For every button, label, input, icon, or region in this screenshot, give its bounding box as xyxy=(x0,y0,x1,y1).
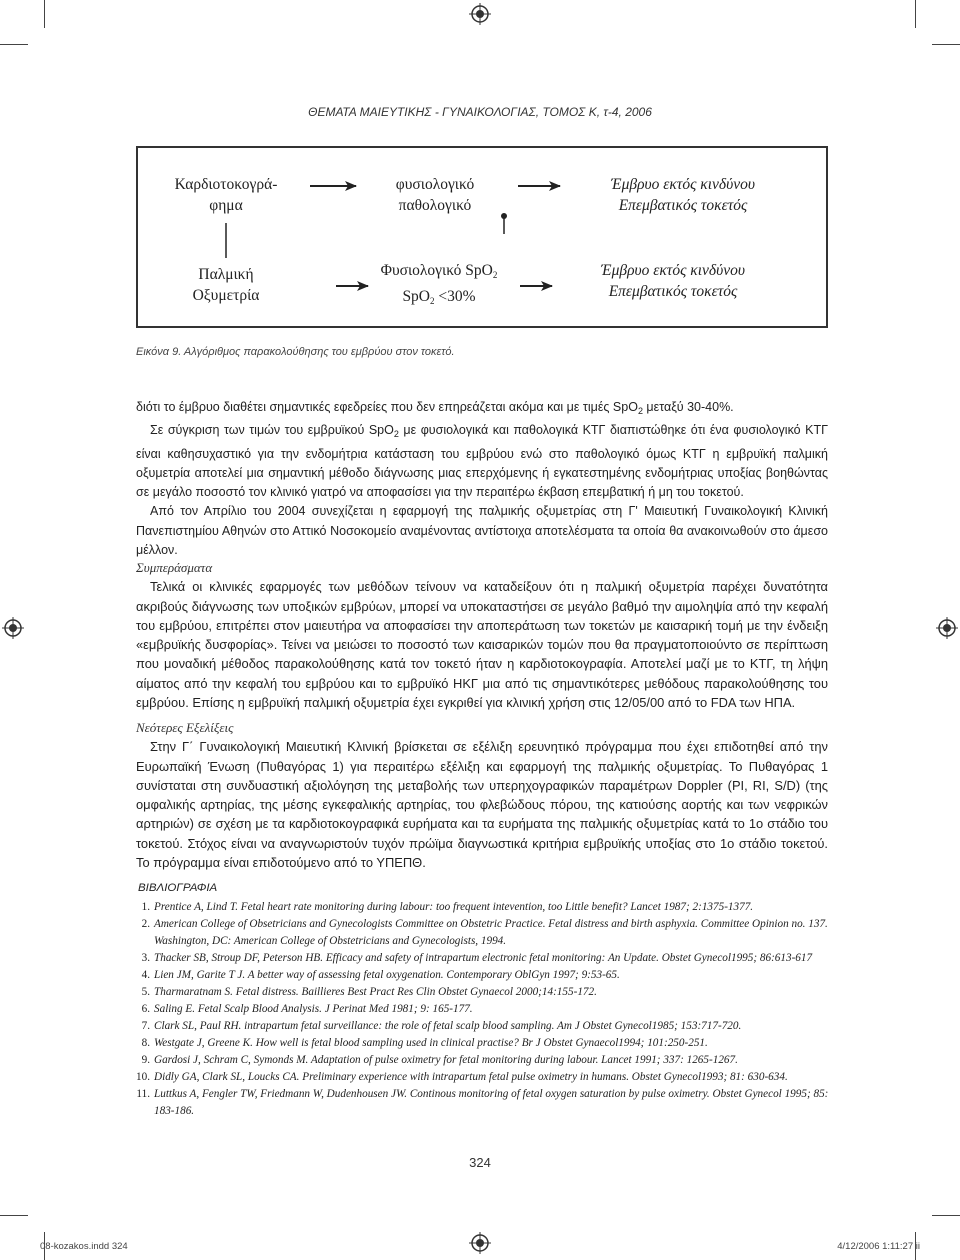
reference-number: 8. xyxy=(141,1037,150,1049)
reference-text: American College of Obsetricians and Gynecologists Committee on Obstetric Practice. Fetal distress and birth asphyxia. Committee Opinion no. 137. Washington, DC: American College of Obstetricians and Gynecologists, 1994. xyxy=(154,918,828,947)
crop-mark xyxy=(0,44,28,45)
figure-caption: Εικόνα 9. Αλγόριθμος παρακολούθησης του εμβρύου στον τοκετό. xyxy=(136,346,455,358)
reference-number: 4. xyxy=(141,969,150,981)
reference-number: 10. xyxy=(136,1071,150,1083)
references-list xyxy=(132,899,832,1120)
reference-text: Westgate J, Greene K. How well is fetal blood sampling used in clinical practise? Br J Obstet Gynaecol1994; 101:250-251. xyxy=(154,1037,708,1049)
reference-item xyxy=(132,899,832,916)
reference-number: 2. xyxy=(141,918,150,930)
node-spo2-values: Φυσιολογικό SpO$_2$ SpO$_2$ <30% xyxy=(380,262,498,306)
registration-mark-icon xyxy=(936,617,958,639)
section-heading: Συμπεράσματα xyxy=(136,560,213,575)
algorithm-diagram xyxy=(136,146,828,328)
crop-mark xyxy=(932,44,960,45)
conclusions-section xyxy=(136,558,828,712)
running-header: ΘΕΜΑΤΑ ΜΑΙΕΥΤΙΚΗΣ - ΓΥΝΑΙΚΟΛΟΓΙΑΣ, ΤΟΜΟΣ Κ, τ-4, 2006 xyxy=(308,105,652,119)
node-cardiotocography: Καρδιοτοκογρά- φημα xyxy=(174,176,278,214)
reference-text: Prentice A, Lind T. Fetal heart rate monitoring during labour: too frequent intevention, too Little benefit? Lancet 1987; 2:1375-1377. xyxy=(154,901,754,913)
reference-number: 11. xyxy=(136,1088,150,1100)
paragraph: Σε σύγκριση των τιμών του εμβρυϊκού SpO$_2$ με φυσιολογικά και παθολογικά ΚΤΓ διαπιστώθηκε ότι ένα φυσιολογικό ΚΤΓ είναι καθησυχαστικό για την ενδομήτρια κατάσταση του εμβρύου ενώ στο παθολογικό όμως ΚΤΓ η εμβρυϊκή παλμική οξυμετρία αποτελεί μια σημαντική μέθοδο διάγνωσης μιας επερχόμενης ή εγκατεστημένης ενδομήτριας υποξίας βοηθώντας σε μεγάλο ποσοστό τον κλινικό γιατρό να αποφασίσει για την περαιτέρω έκβαση επεμβατική ή μη του τοκετού. xyxy=(136,423,829,500)
slug-right: 4/12/2006 1:11:27 ii xyxy=(837,1241,920,1252)
reference-item xyxy=(132,1052,832,1069)
node-pulse-oximetry: Παλμική Οξυμετρία xyxy=(192,266,260,304)
reference-text: Saling E. Fetal Scalp Blood Analysis. J Perinat Med 1981; 9: 165-177. xyxy=(154,1003,473,1015)
reference-number: 7. xyxy=(141,1020,150,1032)
reference-number: 9. xyxy=(141,1054,150,1066)
reference-number: 6. xyxy=(141,1003,150,1015)
reference-item xyxy=(132,1086,832,1120)
crop-mark xyxy=(932,1215,960,1216)
reference-text: Tharmaratnam S. Fetal distress. Baillieres Best Pract Res Clin Obstet Gynaecol 2000;14:155-172. xyxy=(154,986,597,998)
paragraph: Τελικά οι κλινικές εφαρμογές των μεθόδων τείνουν να καταδείξουν ότι η παλμική οξυμετρία παρέχει δυνατότητα ακριβούς διάγνωσης των υποξικών εμβρύων, μπορεί να υποκαταστήσει σε μεγάλο βαθμό την αιμοληψία από την κεφαλή του εμβρύου, επιτρέπει στον μαιευτήρα να αποφασίσει την αποπεράτωση των τοκετών με καισαρική τομή με την ένδειξη «εμβρυϊκής δυσφορίας». Τείνει να μειώσει το ποσοστό των καισαρικών τομών που θα πραγματοποιούντο σε περίπτωση που μοναδική μέθοδος παρακολούθησης κατά τον τοκετό ήταν η καρδιοτοκογραφία. Αποτελεί μαζί με το ΚΤΓ, τη λήψη αίματος από την κεφαλή του εμβρύου και το εμβρυϊκό ΗΚΓ μια από τις σημαντικότερες μεθόδους παρακολούθησης του εμβρύου. Επίσης η εμβρυϊκή παλμική οξυμετρία έχει εγκριθεί για κλινική χρήση στις 12/05/00 από το FDA των ΗΠΑ. xyxy=(136,579,828,711)
slug-left: 08-kozakos.indd 324 xyxy=(40,1241,128,1252)
reference-text: Gardosi J, Schram C, Symonds M. Adaptation of pulse oximetry for fetal monitoring during labour. Lancet 1991; 337: 1265-1267. xyxy=(154,1054,738,1066)
reference-text: Didly GA, Clark SL, Loucks CA. Preliminary experience with intrapartum fetal pulse oximetry in humans. Obstet Gynecol1993; 81: 630-634. xyxy=(154,1071,788,1083)
newer-developments-section xyxy=(136,718,828,872)
reference-item xyxy=(132,984,832,1001)
reference-item xyxy=(132,967,832,984)
paragraph: διότι το έμβρυο διαθέτει σημαντικές εφεδρείες που δεν επηρεάζεται ακόμα και με τιμές SpO$_2$ μεταξύ 30-40%. xyxy=(136,400,734,416)
reference-text: Thacker SB, Stroup DF, Peterson HB. Efficacy and safety of intrapartum electronic fetal monitoring: An Update. Obstet Gynecol1995; 86:613-617 xyxy=(154,952,813,964)
reference-item xyxy=(132,1069,832,1086)
paragraph: Από τον Απρίλιο του 2004 συνεχίζεται η εφαρμογή της παλμικής οξυμετρίας στη Γ' Μαιευτική Γυναικολογική Κλινική Πανεπιστημίου Αθηνών στο Αττικό Νοσοκομείο αναμένοντας αντίστοιχα αποτελέσματα τα οποία θα ανακοινωθούν στο άμεσο μέλλον. xyxy=(136,504,828,558)
reference-text: Clark SL, Paul RH. intrapartum fetal surveillance: the role of fetal scalp blood sampling. Am J Obstet Gynecol1985; 153:717-720. xyxy=(154,1020,742,1032)
node-physiological-pathological: φυσιολογικό παθολογικό xyxy=(395,176,475,214)
paragraph: Στην Γ΄ Γυναικολογική Μαιευτική Κλινική βρίσκεται σε εξέλιξη ερευνητικό πρόγραμμα που έχει επιδοτηθεί από την Ευρωπαϊκή Ένωση (Πυθαγόρας 1) για περαιτέρω εξέλιξη και εφαρμογή της παλμικής οξυμετρίας. Το Πυθαγόρας 1 συνίσταται στη συνδυαστική αξιολόγηση της μεταβολής των υπερηχογραφικών παραμέτρων Doppler (PI, RI, S/D) (της ομφαλικής αρτηρίας, της μέσης εγκεφαλικής αρτηρίας, του φλεβώδους πόρου, της κατιούσης αορτής και των νεφρικών αρτηριών) σε σχέση με τα καρδιοτοκογραφικά ευρήματα και τα ευρήματα της παλμικής οξυμετρίας κατά το 1ο στάδιο του τοκετού. Στόχος είναι να αναγνωριστούν τυχόν πρώϊμα διαγνωστικά κριτήρια εμβρυϊκής υποξίας στο 1ο στάδιο τοκετού. Το πρόγραμμα είναι επιδοτούμενο από το ΥΠΕΠΘ. xyxy=(136,739,828,871)
crop-mark xyxy=(915,0,916,28)
reference-item xyxy=(132,916,832,950)
crop-mark xyxy=(44,0,45,28)
references-title: ΒΙΒΛΙΟΓΡΑΦΙΑ xyxy=(138,882,218,894)
registration-mark-icon xyxy=(469,1232,491,1254)
body-text xyxy=(136,398,828,560)
reference-text: Lien JM, Garite T J. A better way of assessing fetal oxygenation. Contemporary OblGyn 1997; 9:53-65. xyxy=(154,969,620,981)
reference-item xyxy=(132,1001,832,1018)
reference-text: Luttkus A, Fengler TW, Friedmann W, Dudenhousen JW. Continous monitoring of fetal oxygen saturation by pulse oximetry. Obstet Gynecol 1995; 85: 183-186. xyxy=(154,1088,829,1117)
reference-item xyxy=(132,950,832,967)
node-outcome-row2: Έμβρυο εκτός κινδύνου Επεμβατικός τοκετός xyxy=(601,262,745,300)
references xyxy=(132,880,832,1120)
crop-mark xyxy=(0,1215,28,1216)
reference-number: 1. xyxy=(141,901,150,913)
section-heading: Νεότερες Εξελίξεις xyxy=(136,720,234,735)
reference-number: 5. xyxy=(141,986,150,998)
reference-item xyxy=(132,1035,832,1052)
reference-number: 3. xyxy=(141,952,150,964)
registration-mark-icon xyxy=(469,3,491,25)
reference-item xyxy=(132,1018,832,1035)
registration-mark-icon xyxy=(2,617,24,639)
page-number: 324 xyxy=(469,1155,491,1170)
node-outcome-row1: Έμβρυο εκτός κινδύνου Επεμβατικός τοκετός xyxy=(611,176,755,214)
